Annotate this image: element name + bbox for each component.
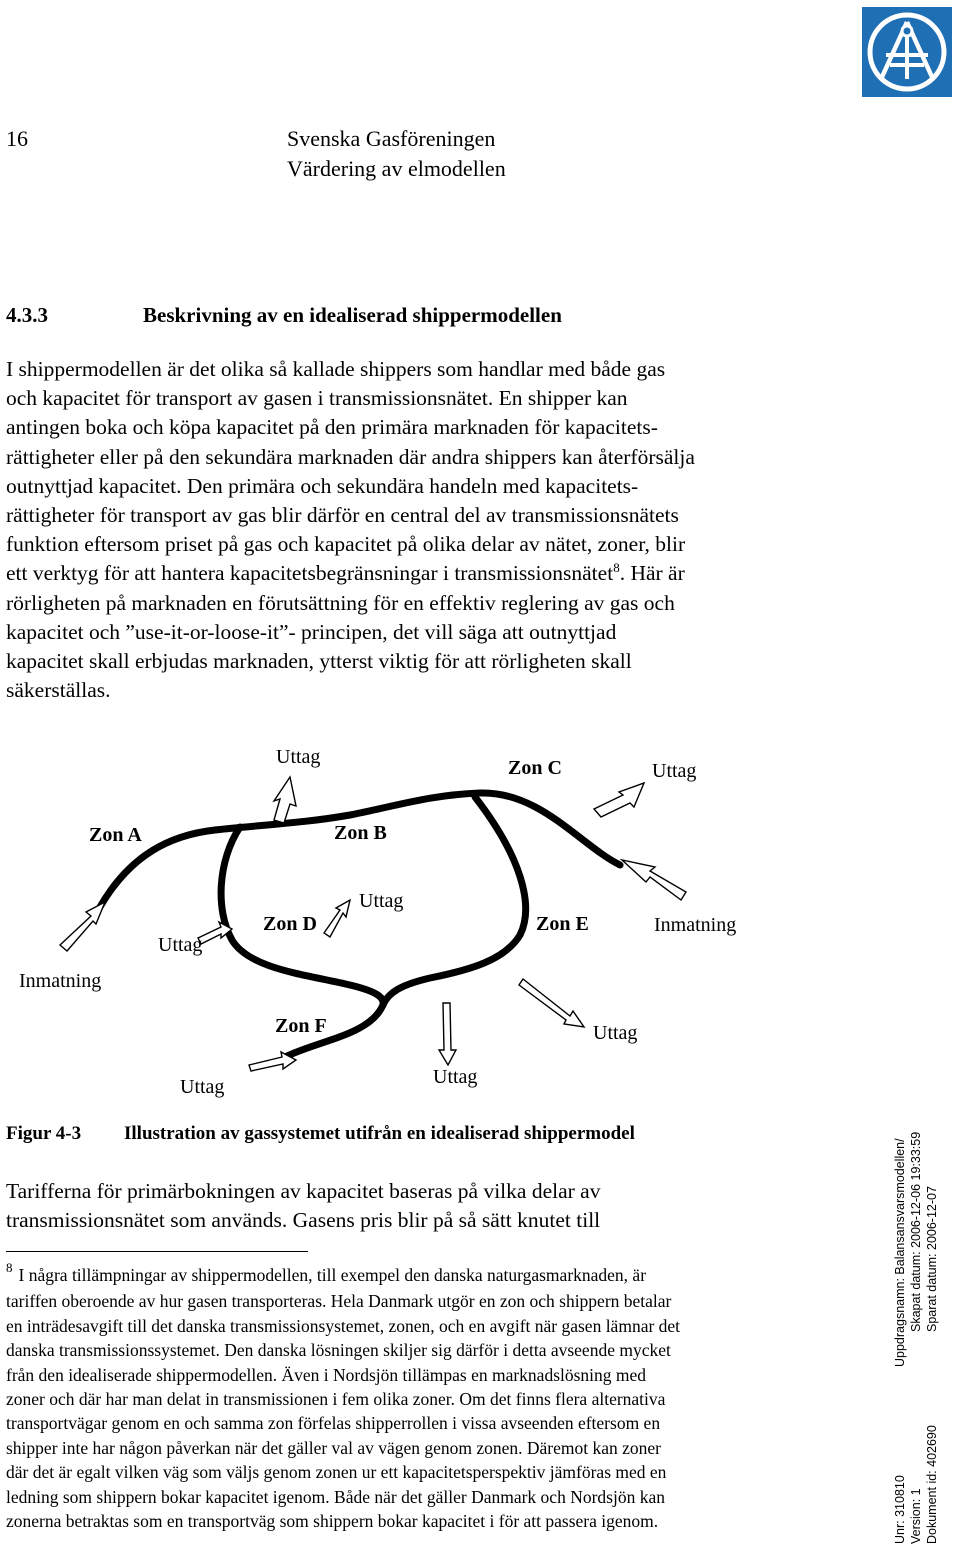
footnote-line: ledning som shippern bokar kapacitet igenom. Både när det gäller Danmark och Nordsjön kan <box>6 1486 665 1507</box>
paragraph-line: säkerställas. <box>6 678 111 703</box>
label-withdrawal: Uttag <box>359 890 404 912</box>
label-zone-b: Zon B <box>334 822 387 844</box>
header-organization: Svenska Gasföreningen <box>287 126 496 151</box>
footnote-line: tariffen oberoende av hur gasen transporteras. Hela Danmark utgör en zon och shippern betalar <box>6 1291 672 1312</box>
organization-seal-logo <box>862 7 952 97</box>
paragraph-line: och kapacitet för transport av gasen i transmissionsnätet. En shipper kan <box>6 386 628 411</box>
pipeline-zone-e <box>383 797 526 1005</box>
paragraph-line: outnyttjad kapacitet. Den primära och sekundära handeln med kapacitets- <box>6 473 639 498</box>
footnote <box>6 1260 866 1533</box>
footnote-text: I några tillämpningar av shippermodellen, till exempel den danska naturgasmarknaden, är <box>18 1265 647 1285</box>
withdrawal-arrow-up <box>274 777 296 823</box>
label-withdrawal: Uttag <box>652 760 697 782</box>
footnote-line: danska transmissionssystemet. Den danska lösningen skiljer sig därför i detta avseende mycket <box>6 1340 671 1361</box>
sidebar-saved-date: Sparat datum: 2006-12-07 <box>925 1186 939 1332</box>
paragraph-line: Tarifferna för primärbokningen av kapacitet baseras på vilka delar av <box>6 1179 601 1203</box>
figure-label: Figur 4-3 <box>6 1123 82 1144</box>
paragraph-line: kapacitet skall erbjudas marknaden, ytterst viktig för att rörligheten skall <box>6 649 632 674</box>
footnote-line: shipper inte har någon påverkan när det gäller val av vägen genom zonen. Däremot kan zoner <box>6 1437 662 1458</box>
footnote-line: där det är egalt vilken väg som väljs genom zonen ur ett kapacitetsperspektiv jämföras med en <box>6 1462 667 1483</box>
paragraph-line: rörligheten på marknaden en förutsättning för en effektiv reglering av gas och <box>6 590 675 615</box>
paragraph-line: transmissionsnätet som används. Gasens pris blir på så sätt knutet till <box>6 1208 601 1233</box>
paragraph-text: ett verktyg för att hantera kapacitetsbegränsningar i transmissionsnätet <box>6 561 614 586</box>
footnote-line: zonerna betraktas som en transportväg som shippern bokar kapacitet i för att passera igenom. <box>6 1511 659 1532</box>
section-heading <box>6 303 562 328</box>
sidebar-unr: Unr: 310810 <box>893 1475 907 1544</box>
injection-arrow-right <box>622 860 686 900</box>
gas-system-diagram <box>0 735 860 1115</box>
label-zone-f: Zon F <box>275 1015 327 1037</box>
footnote-reference[interactable]: 8 <box>613 560 620 576</box>
footnote-line: från den idealiserade shippermodellen. Även i Nordsjön tillämpas en marknadslösning med <box>6 1364 647 1385</box>
sidebar-version: Version: 1 <box>909 1488 923 1544</box>
footnote-marker: 8 <box>6 1260 13 1275</box>
sidebar-created-date: Skapat datum: 2006-12-06 19:33:59 <box>909 1131 923 1332</box>
sidebar-document-id: Dokument id: 402690 <box>925 1425 939 1544</box>
withdrawal-arrow-lower-middle <box>439 1003 456 1065</box>
footnote-separator <box>6 1251 308 1252</box>
label-zone-e: Zon E <box>536 913 589 935</box>
paragraph-line-with-footnote <box>6 559 866 588</box>
section-number: 4.3.3 <box>6 303 48 327</box>
footnote-line: en inträdesavgift till det danska transmissionsystemet, zonen, och en avgift när gasen lämnar det <box>6 1315 681 1336</box>
figure-caption-text: Illustration av gassystemet utifrån en idealiserad shippermodel <box>124 1123 635 1144</box>
sidebar-assignment-name: Uppdragsnamn: Balansansvarsmodellen/ <box>893 1138 907 1367</box>
paragraph-1 <box>6 355 866 705</box>
withdrawal-arrow-zone-c <box>594 783 644 817</box>
label-withdrawal: Uttag <box>180 1076 225 1098</box>
label-withdrawal: Uttag <box>276 746 321 768</box>
paragraph-line: rättigheter eller på den sekundära marknaden där andra shippers kan återförsälja <box>6 444 695 469</box>
figure-caption <box>6 1123 635 1145</box>
label-zone-c: Zon C <box>508 757 562 779</box>
paragraph-line: rättigheter för transport av gas blir därför en central del av transmissionsnätets <box>6 503 679 528</box>
page-number: 16 <box>6 126 28 151</box>
label-withdrawal: Uttag <box>433 1066 478 1088</box>
section-title: Beskrivning av en idealiserad shippermodellen <box>143 303 562 327</box>
paragraph-line: funktion eftersom priset på gas och kapacitet på olika delar av nätet, zoner, blir <box>6 532 686 557</box>
footnote-line: transportvägar genom en och samma zon förfelas shipperrollen i vissa avseenden eftersom en <box>6 1413 661 1434</box>
footnote-line: zoner och där har man delat in transmissionen i fem olika zoner. Om det finns flera alternativa <box>6 1389 666 1410</box>
label-zone-a: Zon A <box>89 824 142 846</box>
withdrawal-arrow-zone-d-upper <box>324 900 350 937</box>
label-withdrawal: Uttag <box>158 934 203 956</box>
withdrawal-arrow-lower-right <box>519 979 584 1027</box>
label-withdrawal: Uttag <box>593 1022 638 1044</box>
paragraph-2 <box>6 1177 866 1235</box>
footnote-first-line <box>6 1260 866 1289</box>
label-injection: Inmatning <box>654 914 737 936</box>
label-zone-d: Zon D <box>263 913 317 935</box>
paragraph-line: I shippermodellen är det olika så kallade shippers som handlar med både gas <box>6 357 666 381</box>
paragraph-text: . Här är <box>619 561 685 586</box>
header-document-title: Värdering av elmodellen <box>287 156 506 181</box>
label-injection: Inmatning <box>19 970 102 992</box>
paragraph-line: antingen boka och köpa kapacitet på den primära marknaden för kapacitets- <box>6 415 658 440</box>
paragraph-line: kapacitet och ”use-it-or-loose-it”- principen, det vill säga att outnyttjad <box>6 619 617 644</box>
injection-arrow-left <box>60 902 105 951</box>
